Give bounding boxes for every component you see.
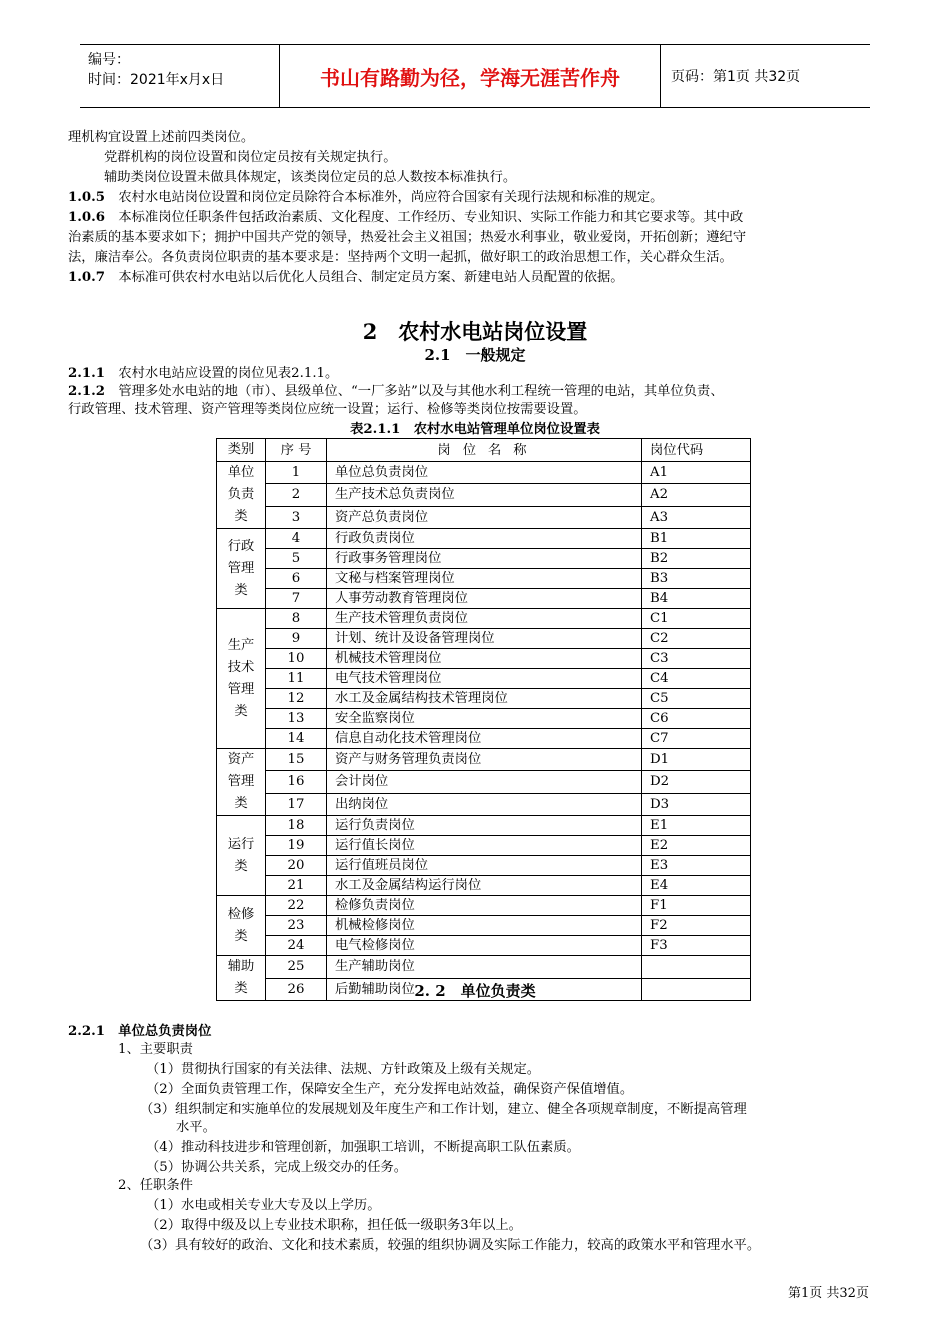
clause-105 [68, 188, 663, 208]
number-cell: 10 [266, 649, 327, 669]
duties-label: 1、主要职责 [118, 1042, 193, 1057]
number-cell: 19 [266, 836, 327, 856]
number-cell: 6 [266, 569, 327, 589]
intro-line-2: 党群机构的岗位设置和岗位定员按有关规定执行。 [104, 150, 397, 165]
post-code-cell: F1 [642, 896, 751, 916]
number-cell: 22 [266, 896, 327, 916]
table-row [217, 609, 751, 629]
post-code-cell: E3 [642, 856, 751, 876]
number-cell: 4 [266, 529, 327, 549]
post-code-cell: D1 [642, 749, 751, 771]
post-name-cell: 后勤辅助岗位 [327, 978, 642, 1001]
header-meta [80, 45, 280, 107]
post-name-cell: 电气检修岗位 [327, 936, 642, 956]
post-name-cell: 机械检修岗位 [327, 916, 642, 936]
clause-211 [68, 364, 338, 384]
section-21-title: 2.1 一般规定 [424, 346, 526, 364]
post-name-cell: 行政负责岗位 [327, 529, 642, 549]
requirement-item-3: （3）具有较好的政治、文化和技术素质，较强的组织协调及实际工作能力，较高的政策水平和管理水平。 [140, 1238, 761, 1253]
clause-number: 2.1.1 [68, 366, 106, 381]
category-cell [217, 462, 266, 529]
post-code-cell: C1 [642, 609, 751, 629]
post-code-cell: B4 [642, 589, 751, 609]
post-name-cell: 计划、统计及设备管理岗位 [327, 629, 642, 649]
col-header-number: 序 号 [266, 439, 327, 462]
post-name-cell: 文秘与档案管理岗位 [327, 569, 642, 589]
requirement-item-1: （1）水电或相关专业大专及以上学历。 [146, 1198, 381, 1213]
table-row [217, 709, 751, 729]
table-row [217, 529, 751, 549]
category-cell [217, 529, 266, 609]
clause-number: 1.0.6 [68, 210, 106, 225]
table-row [217, 569, 751, 589]
post-name-cell: 水工及金属结构运行岗位 [327, 876, 642, 896]
table-row [217, 549, 751, 569]
post-code-cell: C7 [642, 729, 751, 749]
code-label: 编号： [88, 52, 130, 68]
clause-106-line-3: 法，廉洁奉公。各负责岗位职责的基本要求是：坚持两个文明一起抓，做好职工的政治思想工作，关心群众生活。 [68, 250, 733, 265]
clause-text: 农村水电站应设置的岗位见表2.1.1。 [118, 366, 339, 381]
category-label: 生产技术管理类 [227, 637, 255, 719]
post-code-cell: F2 [642, 916, 751, 936]
requirements-label: 2、任职条件 [118, 1178, 193, 1193]
category-label: 辅助类 [227, 959, 255, 996]
post-name-cell: 运行值班员岗位 [327, 856, 642, 876]
clause-text: 本标准可供农村水电站以后优化人员组合、制定定员方案、新建电站人员配置的依据。 [118, 270, 624, 285]
post-name-cell: 生产技术总负责岗位 [327, 484, 642, 506]
category-cell [217, 609, 266, 749]
requirement-item-2: （2）取得中级及以上专业技术职称，担任低一级职务3年以上。 [146, 1218, 522, 1233]
post-code-cell: A3 [642, 506, 751, 528]
post-name-cell: 运行值长岗位 [327, 836, 642, 856]
post-name-cell: 机械技术管理岗位 [327, 649, 642, 669]
duty-item-4: （4）推动科技进步和管理创新，加强职工培训，不断提高职工队伍素质。 [146, 1140, 580, 1155]
table-row [217, 836, 751, 856]
category-label: 行政管理类 [227, 538, 255, 598]
duty-item-3: （3）组织制定和实施单位的发展规划及年度生产和工作计划，建立、健全各项规章制度，不断提高管理 [140, 1102, 747, 1117]
post-name-cell: 信息自动化技术管理岗位 [327, 729, 642, 749]
post-code-cell: C3 [642, 649, 751, 669]
clause-212-line-2: 行政管理、技术管理、资产管理等类岗位应统一设置；运行、检修等类岗位按需要设置。 [68, 402, 587, 417]
post-code-cell: C4 [642, 669, 751, 689]
number-cell: 23 [266, 916, 327, 936]
section-221-title: 2.2.1 单位总负责岗位 [68, 1024, 212, 1039]
post-name-cell: 电气技术管理岗位 [327, 669, 642, 689]
table-row [217, 689, 751, 709]
table-row [217, 856, 751, 876]
duty-item-1: （1）贯彻执行国家的有关法律、法规、方针政策及上级有关规定。 [146, 1062, 541, 1077]
category-label: 资产管理类 [227, 752, 255, 811]
table-row [217, 462, 751, 484]
table-row [217, 916, 751, 936]
table-row [217, 729, 751, 749]
table-row [217, 896, 751, 916]
table-row [217, 484, 751, 506]
post-code-cell: D2 [642, 771, 751, 793]
intro-line-1: 理机构宜设置上述前四类岗位。 [68, 130, 255, 145]
page-footer: 第1页 共32页 [788, 1286, 869, 1301]
number-cell: 17 [266, 793, 327, 815]
post-code-cell: D3 [642, 793, 751, 815]
clause-107 [68, 268, 624, 288]
table-row [217, 649, 751, 669]
clause-number: 1.0.7 [68, 270, 106, 285]
time-label: 时间：2021年x月x日 [88, 72, 225, 88]
clause-text: 农村水电站岗位设置和岗位定员除符合本标准外，尚应符合国家有关现行法规和标准的规定。 [118, 190, 664, 205]
post-code-cell: E2 [642, 836, 751, 856]
number-cell: 16 [266, 771, 327, 793]
post-name-cell: 资产与财务管理负责岗位 [327, 749, 642, 771]
post-name-cell: 水工及金属结构技术管理岗位 [327, 689, 642, 709]
chapter-title: 2 农村水电站岗位设置 [362, 319, 588, 344]
table-row [217, 629, 751, 649]
table-row [217, 589, 751, 609]
category-label: 检修类 [227, 906, 255, 944]
post-name-cell: 安全监察岗位 [327, 709, 642, 729]
table-row [217, 669, 751, 689]
post-code-cell: C2 [642, 629, 751, 649]
number-cell: 26 [266, 978, 327, 1001]
duty-item-5: （5）协调公共关系，完成上级交办的任务。 [146, 1160, 408, 1175]
clause-number: 2.1.2 [68, 384, 106, 399]
table-row [217, 936, 751, 956]
post-name-cell: 人事劳动教育管理岗位 [327, 589, 642, 609]
number-cell: 24 [266, 936, 327, 956]
col-header-post-code: 岗位代码 [642, 439, 751, 462]
number-cell: 13 [266, 709, 327, 729]
header-page-info: 页码：第1页 共32页 [671, 69, 801, 85]
post-name-cell: 资产总负责岗位 [327, 506, 642, 528]
header-motto: 书山有路勤为径，学海无涯苦作舟 [280, 45, 661, 107]
number-cell: 15 [266, 749, 327, 771]
number-cell: 2 [266, 484, 327, 506]
number-cell: 1 [266, 462, 327, 484]
post-code-cell [642, 956, 751, 979]
table-body [217, 462, 751, 1001]
clause-212 [68, 382, 724, 402]
post-code-cell: B1 [642, 529, 751, 549]
number-cell: 25 [266, 956, 327, 979]
post-code-cell: B3 [642, 569, 751, 589]
col-header-post-name: 岗位名称 [327, 439, 642, 462]
table-row [217, 506, 751, 528]
table-row [217, 956, 751, 979]
table-row [217, 876, 751, 896]
post-code-cell: C6 [642, 709, 751, 729]
table-header-row [217, 439, 751, 462]
number-cell: 11 [266, 669, 327, 689]
duty-item-2: （2）全面负责管理工作，保障安全生产，充分发挥电站效益，确保资产保值增值。 [146, 1082, 634, 1097]
post-code-cell: C5 [642, 689, 751, 709]
number-cell: 3 [266, 506, 327, 528]
post-name-cell: 会计岗位 [327, 771, 642, 793]
post-code-cell: E4 [642, 876, 751, 896]
category-label: 运行类 [227, 836, 255, 874]
table-row [217, 816, 751, 836]
number-cell: 9 [266, 629, 327, 649]
clause-106-line-2: 治素质的基本要求如下；拥护中国共产党的领导，热爱社会主义祖国；热爱水利事业，敬业爱岗，开拓创新；遵纪守 [68, 230, 747, 245]
post-name-cell: 生产技术管理负责岗位 [327, 609, 642, 629]
number-cell: 21 [266, 876, 327, 896]
section-22-title: 2. 2 单位负责类 [414, 982, 536, 1000]
clause-text: 本标准岗位任职条件包括政治素质、文化程度、工作经历、专业知识、实际工作能力和其它要求等。其中政 [118, 210, 744, 225]
post-name-cell: 运行负责岗位 [327, 816, 642, 836]
table-row [217, 771, 751, 793]
post-name-cell: 行政事务管理岗位 [327, 549, 642, 569]
category-cell [217, 749, 266, 816]
post-code-cell: E1 [642, 816, 751, 836]
post-code-cell: A2 [642, 484, 751, 506]
intro-line-3: 辅助类岗位设置未做具体规定，该类岗位定员的总人数按本标准执行。 [104, 170, 517, 185]
post-name-cell: 检修负责岗位 [327, 896, 642, 916]
clause-106 [68, 208, 743, 228]
number-cell: 5 [266, 549, 327, 569]
number-cell: 18 [266, 816, 327, 836]
post-name-cell: 生产辅助岗位 [327, 956, 642, 979]
post-table [216, 438, 751, 1001]
number-cell: 14 [266, 729, 327, 749]
page-header [80, 44, 870, 108]
col-header-category: 类别 [217, 439, 266, 462]
clause-number: 1.0.5 [68, 190, 106, 205]
table-row [217, 793, 751, 815]
table-caption: 表2.1.1 农村水电站管理单位岗位设置表 [350, 422, 600, 437]
number-cell: 8 [266, 609, 327, 629]
clause-text: 管理多处水电站的地（市）、县级单位、“一厂多站”以及与其他水利工程统一管理的电站，其单位负责、 [118, 384, 724, 399]
category-label: 单位负责类 [227, 465, 255, 524]
post-name-cell: 出纳岗位 [327, 793, 642, 815]
number-cell: 20 [266, 856, 327, 876]
duty-item-3-cont: 水平。 [176, 1120, 216, 1135]
post-name-cell: 单位总负责岗位 [327, 462, 642, 484]
number-cell: 12 [266, 689, 327, 709]
post-code-cell: B2 [642, 549, 751, 569]
number-cell: 7 [266, 589, 327, 609]
category-cell [217, 816, 266, 896]
post-code-cell: F3 [642, 936, 751, 956]
table-row [217, 749, 751, 771]
post-code-cell: A1 [642, 462, 751, 484]
category-cell [217, 896, 266, 956]
